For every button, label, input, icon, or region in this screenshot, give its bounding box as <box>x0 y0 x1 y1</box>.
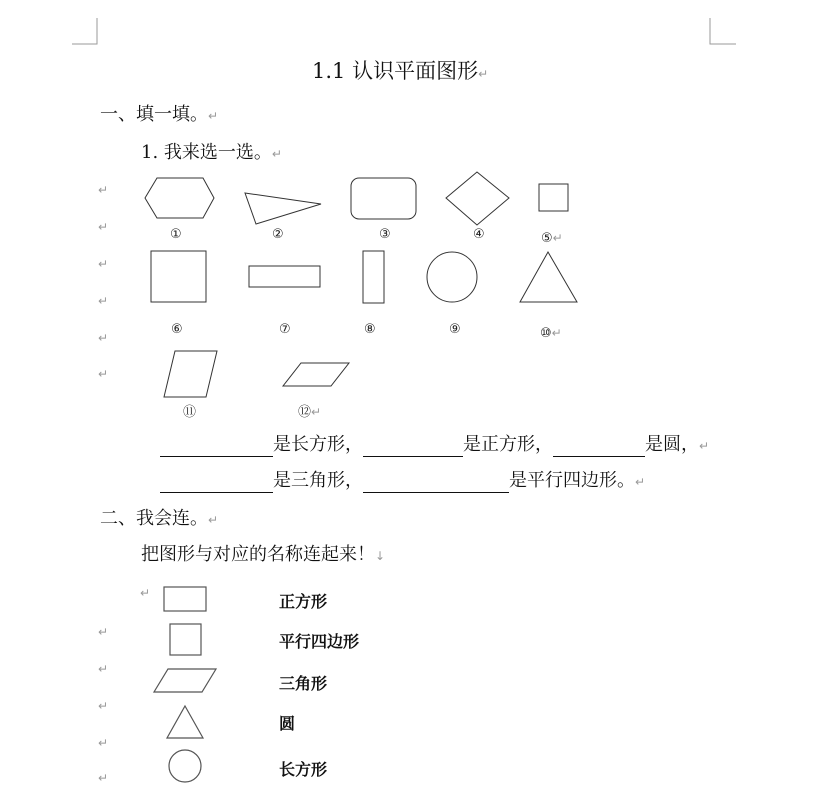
match-name: 长方形 <box>279 760 328 779</box>
fill-line-one: 是长方形， 是正方形， 是圆，↵ <box>160 434 709 457</box>
paragraph-mark: ↵ <box>98 736 109 750</box>
section-two-instruction: 把图形与对应的名称连起来！↓ <box>141 544 386 565</box>
shape-number-with-mark: ⑫↵ <box>298 405 322 420</box>
match-name: 正方形 <box>279 592 328 611</box>
match-triangle-shape <box>167 706 203 738</box>
match-name: 平行四边形 <box>279 632 360 651</box>
paragraph-mark: ↵ <box>98 257 109 271</box>
fill-line-two: 是三角形， 是平行四边形。↵ <box>160 470 645 493</box>
shape-number: ① <box>170 227 182 242</box>
shape-number: ⑧ <box>364 322 376 337</box>
paragraph-mark: ↵ <box>98 331 109 345</box>
section-one-heading: 一、填一填。↵ <box>100 104 219 125</box>
paragraph-mark: ↵ <box>98 662 109 676</box>
paragraph-mark: ↵ <box>98 699 109 713</box>
paragraph-mark: ↵ <box>98 625 109 639</box>
shape-number-with-mark: ⑤↵ <box>541 231 563 246</box>
shape-number: ⑥ <box>171 322 183 337</box>
paragraph-mark: ↵ <box>98 771 109 785</box>
match-square-shape <box>170 624 201 655</box>
paragraph-mark: ↵ <box>98 183 109 197</box>
shape-number: ② <box>272 227 284 242</box>
match-rectangle-shape <box>164 587 206 611</box>
shape-number-with-mark: ⑩↵ <box>540 326 562 341</box>
match-name: 圆 <box>279 714 296 733</box>
shape-number: ④ <box>473 227 485 242</box>
section-one-subheading: 1. 我来选一选。↵ <box>141 142 282 163</box>
paragraph-mark: ↵ <box>98 294 109 308</box>
paragraph-mark: ↵ <box>98 220 109 234</box>
paragraph-mark: ↵ <box>98 367 109 381</box>
match-parallelogram-shape <box>154 669 216 692</box>
match-name: 三角形 <box>279 674 328 693</box>
section-two-heading: 二、我会连。↵ <box>100 508 219 529</box>
shape-number: ⑨ <box>449 322 461 337</box>
shape-number: ⑪ <box>183 405 197 420</box>
match-circle-shape <box>169 750 201 782</box>
shape-number: ③ <box>379 227 391 242</box>
page-title: 1.1 认识平面图形↵ <box>312 59 489 83</box>
shape-number: ⑦ <box>279 322 291 337</box>
paragraph-mark: ↵ <box>140 586 151 600</box>
